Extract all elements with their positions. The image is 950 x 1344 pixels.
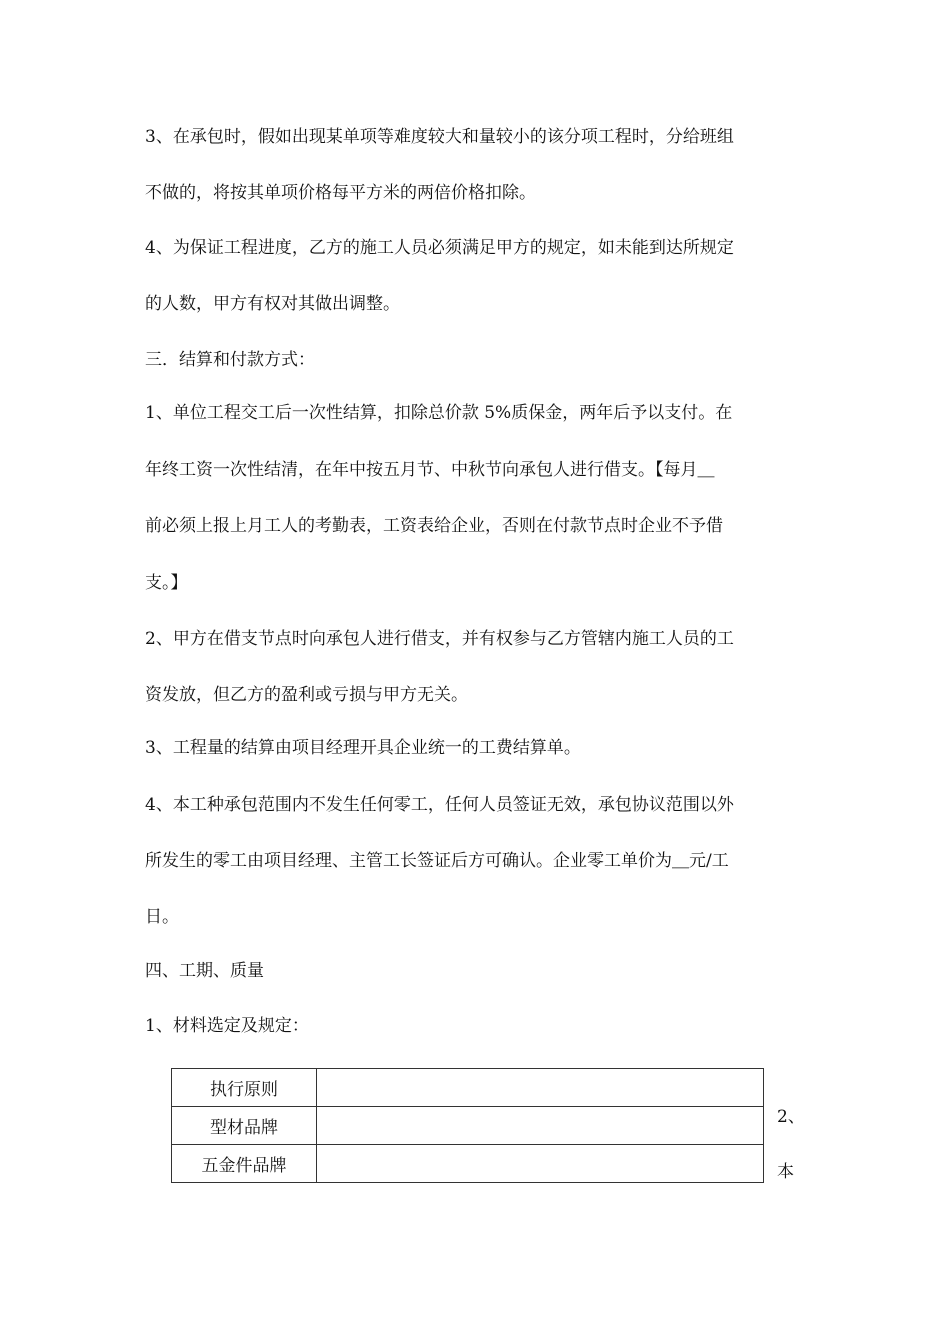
paragraph-line: 所发生的零工由项目经理、主管工长签证后方可确认。企业零工单价为＿元/工 xyxy=(145,851,729,871)
section-heading: 四、工期、质量 xyxy=(145,961,264,981)
table-row xyxy=(172,1107,764,1145)
paragraph-line: 年终工资一次性结清，在年中按五月节、中秋节向承包人进行借支。【每月＿ xyxy=(145,460,715,480)
paragraph-line: 不做的，将按其单项价格每平方米的两倍价格扣除。 xyxy=(145,183,536,203)
table-cell-value xyxy=(317,1069,764,1107)
side-text: 本 xyxy=(777,1162,794,1182)
paragraph-line: 日。 xyxy=(145,907,179,927)
section-heading: 三．结算和付款方式： xyxy=(145,350,315,370)
table-cell-label: 型材品牌 xyxy=(172,1107,317,1145)
side-text: 2、 xyxy=(777,1107,805,1127)
paragraph-line: 3、在承包时，假如出现某单项等难度较大和量较小的该分项工程时，分给班组 xyxy=(145,127,734,147)
table-row xyxy=(172,1145,764,1183)
paragraph-line: 的人数，甲方有权对其做出调整。 xyxy=(145,294,400,314)
paragraph-line: 4、为保证工程进度，乙方的施工人员必须满足甲方的规定，如未能到达所规定 xyxy=(145,238,734,258)
table-row xyxy=(172,1069,764,1107)
paragraph-line: 3、工程量的结算由项目经理开具企业统一的工费结算单。 xyxy=(145,738,581,758)
paragraph-line: 1、材料选定及规定： xyxy=(145,1016,309,1036)
material-spec-table xyxy=(171,1068,764,1183)
table-cell-label: 执行原则 xyxy=(172,1069,317,1107)
table-cell-value xyxy=(317,1145,764,1183)
paragraph-line: 支。】 xyxy=(145,573,188,593)
paragraph-line: 2、甲方在借支节点时向承包人进行借支，并有权参与乙方管辖内施工人员的工 xyxy=(145,629,734,649)
paragraph-line: 前必须上报上月工人的考勤表，工资表给企业，否则在付款节点时企业不予借 xyxy=(145,516,723,536)
paragraph-line: 4、本工种承包范围内不发生任何零工，任何人员签证无效，承包协议范围以外 xyxy=(145,795,734,815)
paragraph-line: 资发放，但乙方的盈利或亏损与甲方无关。 xyxy=(145,685,468,705)
table-cell-label: 五金件品牌 xyxy=(172,1145,317,1183)
paragraph-line: 1、单位工程交工后一次性结算，扣除总价款 5%质保金，两年后予以支付。在 xyxy=(145,403,733,423)
table-cell-value xyxy=(317,1107,764,1145)
